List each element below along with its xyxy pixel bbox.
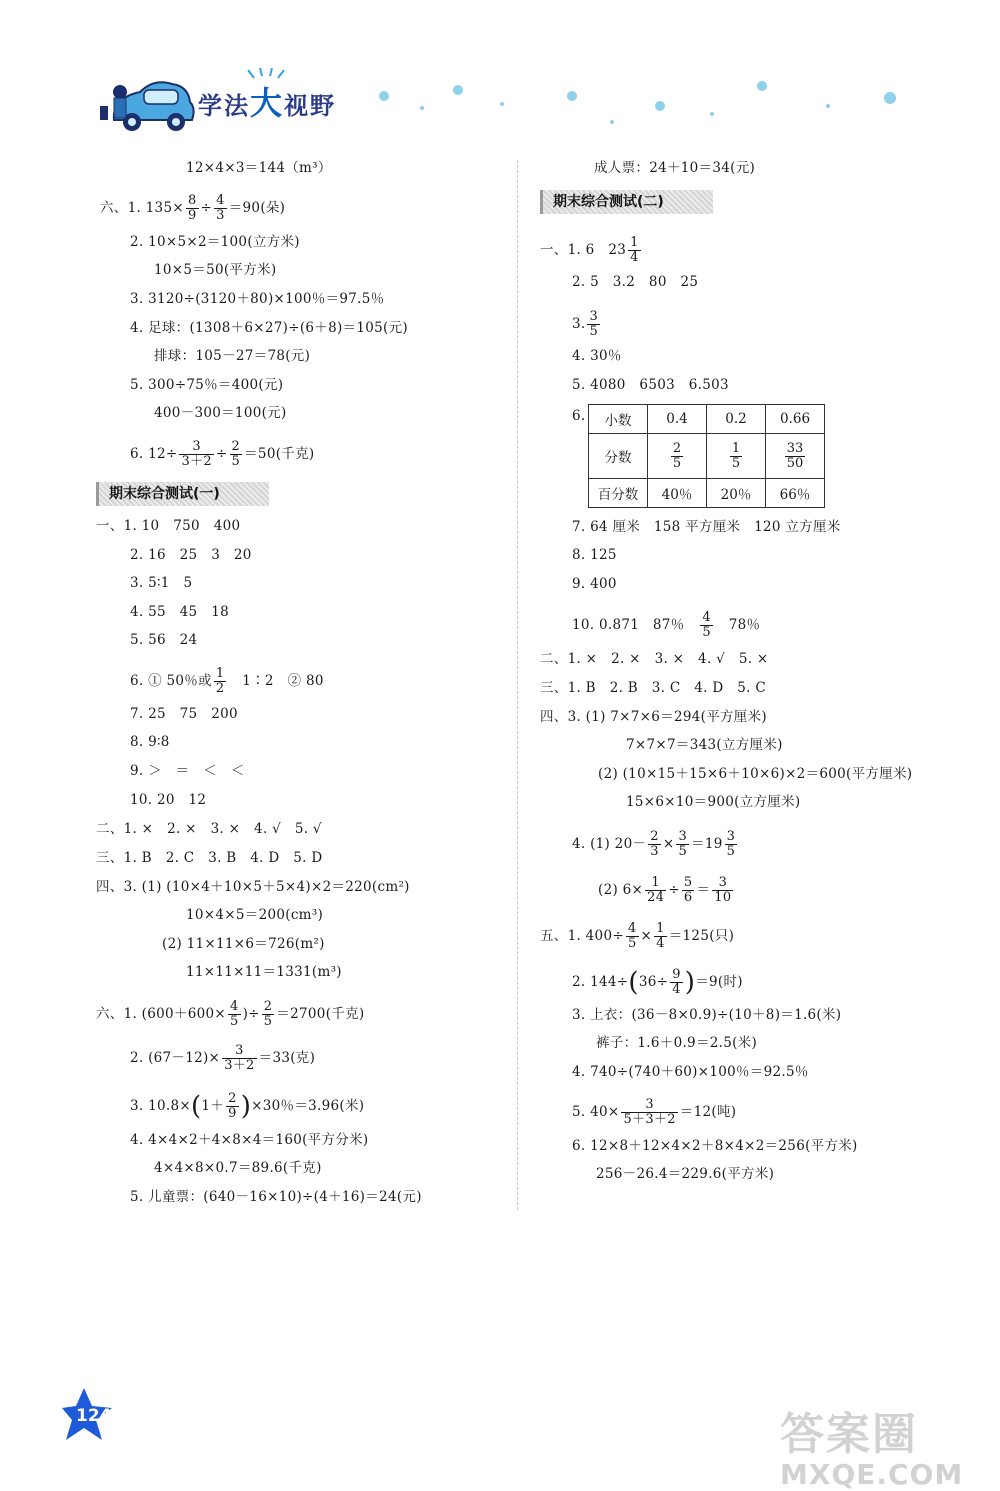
left-line: 三、1. B 2. C 3. B 4. D 5. D — [96, 850, 323, 866]
table-row — [589, 479, 825, 508]
right-line: 10. 0.871 87％ $\frac{4}{5}$ 78％ — [572, 610, 761, 640]
right-line: (2) 6× $\frac{1}{24}$ ÷ $\frac{5}{6}$ ＝ $\frac{3}{10}$ — [598, 875, 732, 905]
table-cell: 0.4 — [648, 405, 707, 434]
left-line: 7. 25 75 200 — [130, 706, 238, 722]
right-line: 9. 400 — [572, 576, 617, 592]
right-line: 4. (1) 20－ $\frac{2}{3}$ × $\frac{3}{5}$ ＝19 $\frac{3}{5}$ — [572, 829, 736, 859]
left-line: 400－300＝100(元) — [154, 405, 287, 421]
section-title-test1: 期末综合测试(一) — [96, 482, 269, 506]
left-line: 5. 56 24 — [130, 632, 198, 648]
left-line: (2) 11×11×6＝726(m²) — [162, 936, 325, 952]
right-line: (2) (10×15＋15×6＋10×6)×2＝600(平方厘米) — [598, 766, 913, 782]
table-cell: 0.66 — [766, 405, 825, 434]
page-number: 124 — [76, 1406, 112, 1426]
table-cell: $\frac{2}{5}$ — [648, 434, 707, 479]
right-line: 4. 30％ — [572, 348, 622, 364]
right-line: 8. 125 — [572, 547, 617, 563]
logo-title — [198, 78, 336, 124]
right-line: 4. 740÷(740＋60)×100％＝92.5％ — [572, 1064, 809, 1080]
left-line: 8. 9∶8 — [130, 734, 170, 750]
left-line: 二、1. × 2. × 3. × 4. √ 5. √ — [96, 821, 322, 837]
right-line: 二、1. × 2. × 3. × 4. √ 5. × — [540, 651, 769, 667]
left-line: 六、1. 135× $\frac{8}{9}$ ÷ $\frac{4}{3}$ ＝90(朵) — [100, 193, 286, 223]
right-line: 256－26.4＝229.6(平方米) — [596, 1166, 775, 1182]
right-line: 2. 5 3.2 80 25 — [572, 274, 699, 290]
logo-part2: 视野 — [284, 92, 337, 120]
sunburst-lines — [248, 68, 284, 78]
snowflake-decorations — [379, 81, 896, 124]
conversion-table — [588, 404, 825, 508]
table-cell: $\frac{1}{5}$ — [707, 434, 766, 479]
right-line: 5. 4080 6503 6.503 — [572, 377, 729, 393]
table-row — [589, 405, 825, 434]
page-number-badge — [62, 1388, 126, 1446]
right-line: 15×6×10＝900(立方厘米) — [626, 794, 801, 810]
left-line: 11×11×11＝1331(m³) — [186, 964, 342, 980]
left-line: 4. 足球：(1308＋6×27)÷(6＋8)＝105(元) — [130, 320, 408, 336]
table-cell: 20％ — [707, 479, 766, 508]
column-divider — [517, 160, 518, 1210]
right-line: 3. $\frac{3}{5}$ — [572, 309, 599, 339]
table-header-cell: 分数 — [589, 434, 648, 479]
left-line: 5. 儿童票：(640－16×10)÷(4＋16)＝24(元) — [130, 1189, 422, 1205]
right-line: 6. — [572, 408, 586, 424]
left-line: 10×5＝50(平方米) — [154, 262, 277, 278]
left-line: 3. 3120÷(3120＋80)×100％＝97.5％ — [130, 291, 385, 307]
table-cell: 66％ — [766, 479, 825, 508]
table-header-cell: 百分数 — [589, 479, 648, 508]
left-line: 10. 20 12 — [130, 792, 207, 808]
right-line: 7. 64 厘米 158 平方厘米 120 立方厘米 — [572, 519, 841, 535]
right-line: 裤子：1.6＋0.9＝2.5(米) — [596, 1035, 758, 1051]
watermark-title: 答案圈 — [780, 1409, 918, 1460]
left-line: 4×4×8×0.7＝89.6(千克) — [154, 1160, 322, 1176]
logo-part1: 学法 — [198, 92, 250, 120]
right-line: 三、1. B 2. B 3. C 4. D 5. C — [540, 680, 766, 696]
left-line: 10×4×5＝200(cm³) — [186, 907, 324, 923]
right-line: 7×7×7＝343(立方厘米) — [626, 737, 783, 753]
left-line: 2. 16 25 3 20 — [130, 547, 252, 563]
left-line: 3. 5∶1 5 — [130, 575, 193, 591]
table-header-cell: 小数 — [589, 405, 648, 434]
left-line: 3. 10.8×(1＋ $\frac{2}{9}$ )×30％＝3.96(米) — [130, 1091, 365, 1122]
right-line: 一、1. 6 23 $\frac{1}{4}$ — [540, 235, 639, 265]
car-illustration — [100, 82, 194, 131]
right-line: 成人票：24＋10＝34(元) — [594, 160, 756, 176]
left-line: 2. (67－12)× $\frac{3}{3+2}$ ＝33(克) — [130, 1043, 316, 1073]
left-line: 排球：105－27＝78(元) — [154, 348, 311, 364]
left-line: 6. ① 50％或 $\frac{1}{2}$ 1∶2 ② 80 — [130, 666, 324, 696]
left-line: 9. ＞ ＝ ＜ ＜ — [130, 763, 245, 779]
section-title-test2: 期末综合测试(二) — [540, 190, 713, 214]
right-line: 6. 12×8＋12×4×2＋8×4×2＝256(平方米) — [572, 1138, 858, 1154]
table-row — [589, 434, 825, 479]
left-line: 四、3. (1) (10×4＋10×5＋5×4)×2＝220(cm²) — [96, 879, 410, 895]
left-line: 一、1. 10 750 400 — [96, 518, 241, 534]
left-line: 六、1. (600＋600× $\frac{4}{5}$ )÷ $\frac{2}{5}$ ＝2700(千克) — [96, 999, 365, 1029]
left-line: 5. 300÷75％＝400(元) — [130, 377, 284, 393]
right-line: 5. 40× $\frac{3}{5+3+2}$ ＝12(吨) — [572, 1097, 737, 1127]
table-cell: $\frac{33}{50}$ — [766, 434, 825, 479]
watermark — [780, 1398, 963, 1491]
right-line: 五、1. 400÷ $\frac{4}{5}$ × $\frac{1}{4}$ ＝125(只) — [540, 921, 735, 951]
left-line: 12×4×3＝144（m³） — [186, 160, 332, 176]
left-line: 2. 10×5×2＝100(立方米) — [130, 234, 300, 250]
watermark-url: MXQE.COM — [780, 1458, 964, 1491]
right-line: 四、3. (1) 7×7×6＝294(平方厘米) — [540, 709, 767, 725]
logo-big-char: 大 — [250, 84, 285, 122]
right-line: 2. 144÷(36÷ $\frac{9}{4}$ )＝9(时) — [572, 967, 743, 998]
left-line: 4. 4×4×2＋4×8×4＝160(平方分米) — [130, 1132, 369, 1148]
table-cell: 40％ — [648, 479, 707, 508]
left-line: 6. 12÷ $\frac{3}{3+2}$ ÷ $\frac{2}{5}$ ＝50(千克) — [130, 439, 315, 469]
table-cell: 0.2 — [707, 405, 766, 434]
right-line: 3. 上衣：(36－8×0.9)÷(10＋8)＝1.6(米) — [572, 1007, 842, 1023]
left-line: 4. 55 45 18 — [130, 604, 230, 620]
star-icon — [62, 1388, 126, 1442]
